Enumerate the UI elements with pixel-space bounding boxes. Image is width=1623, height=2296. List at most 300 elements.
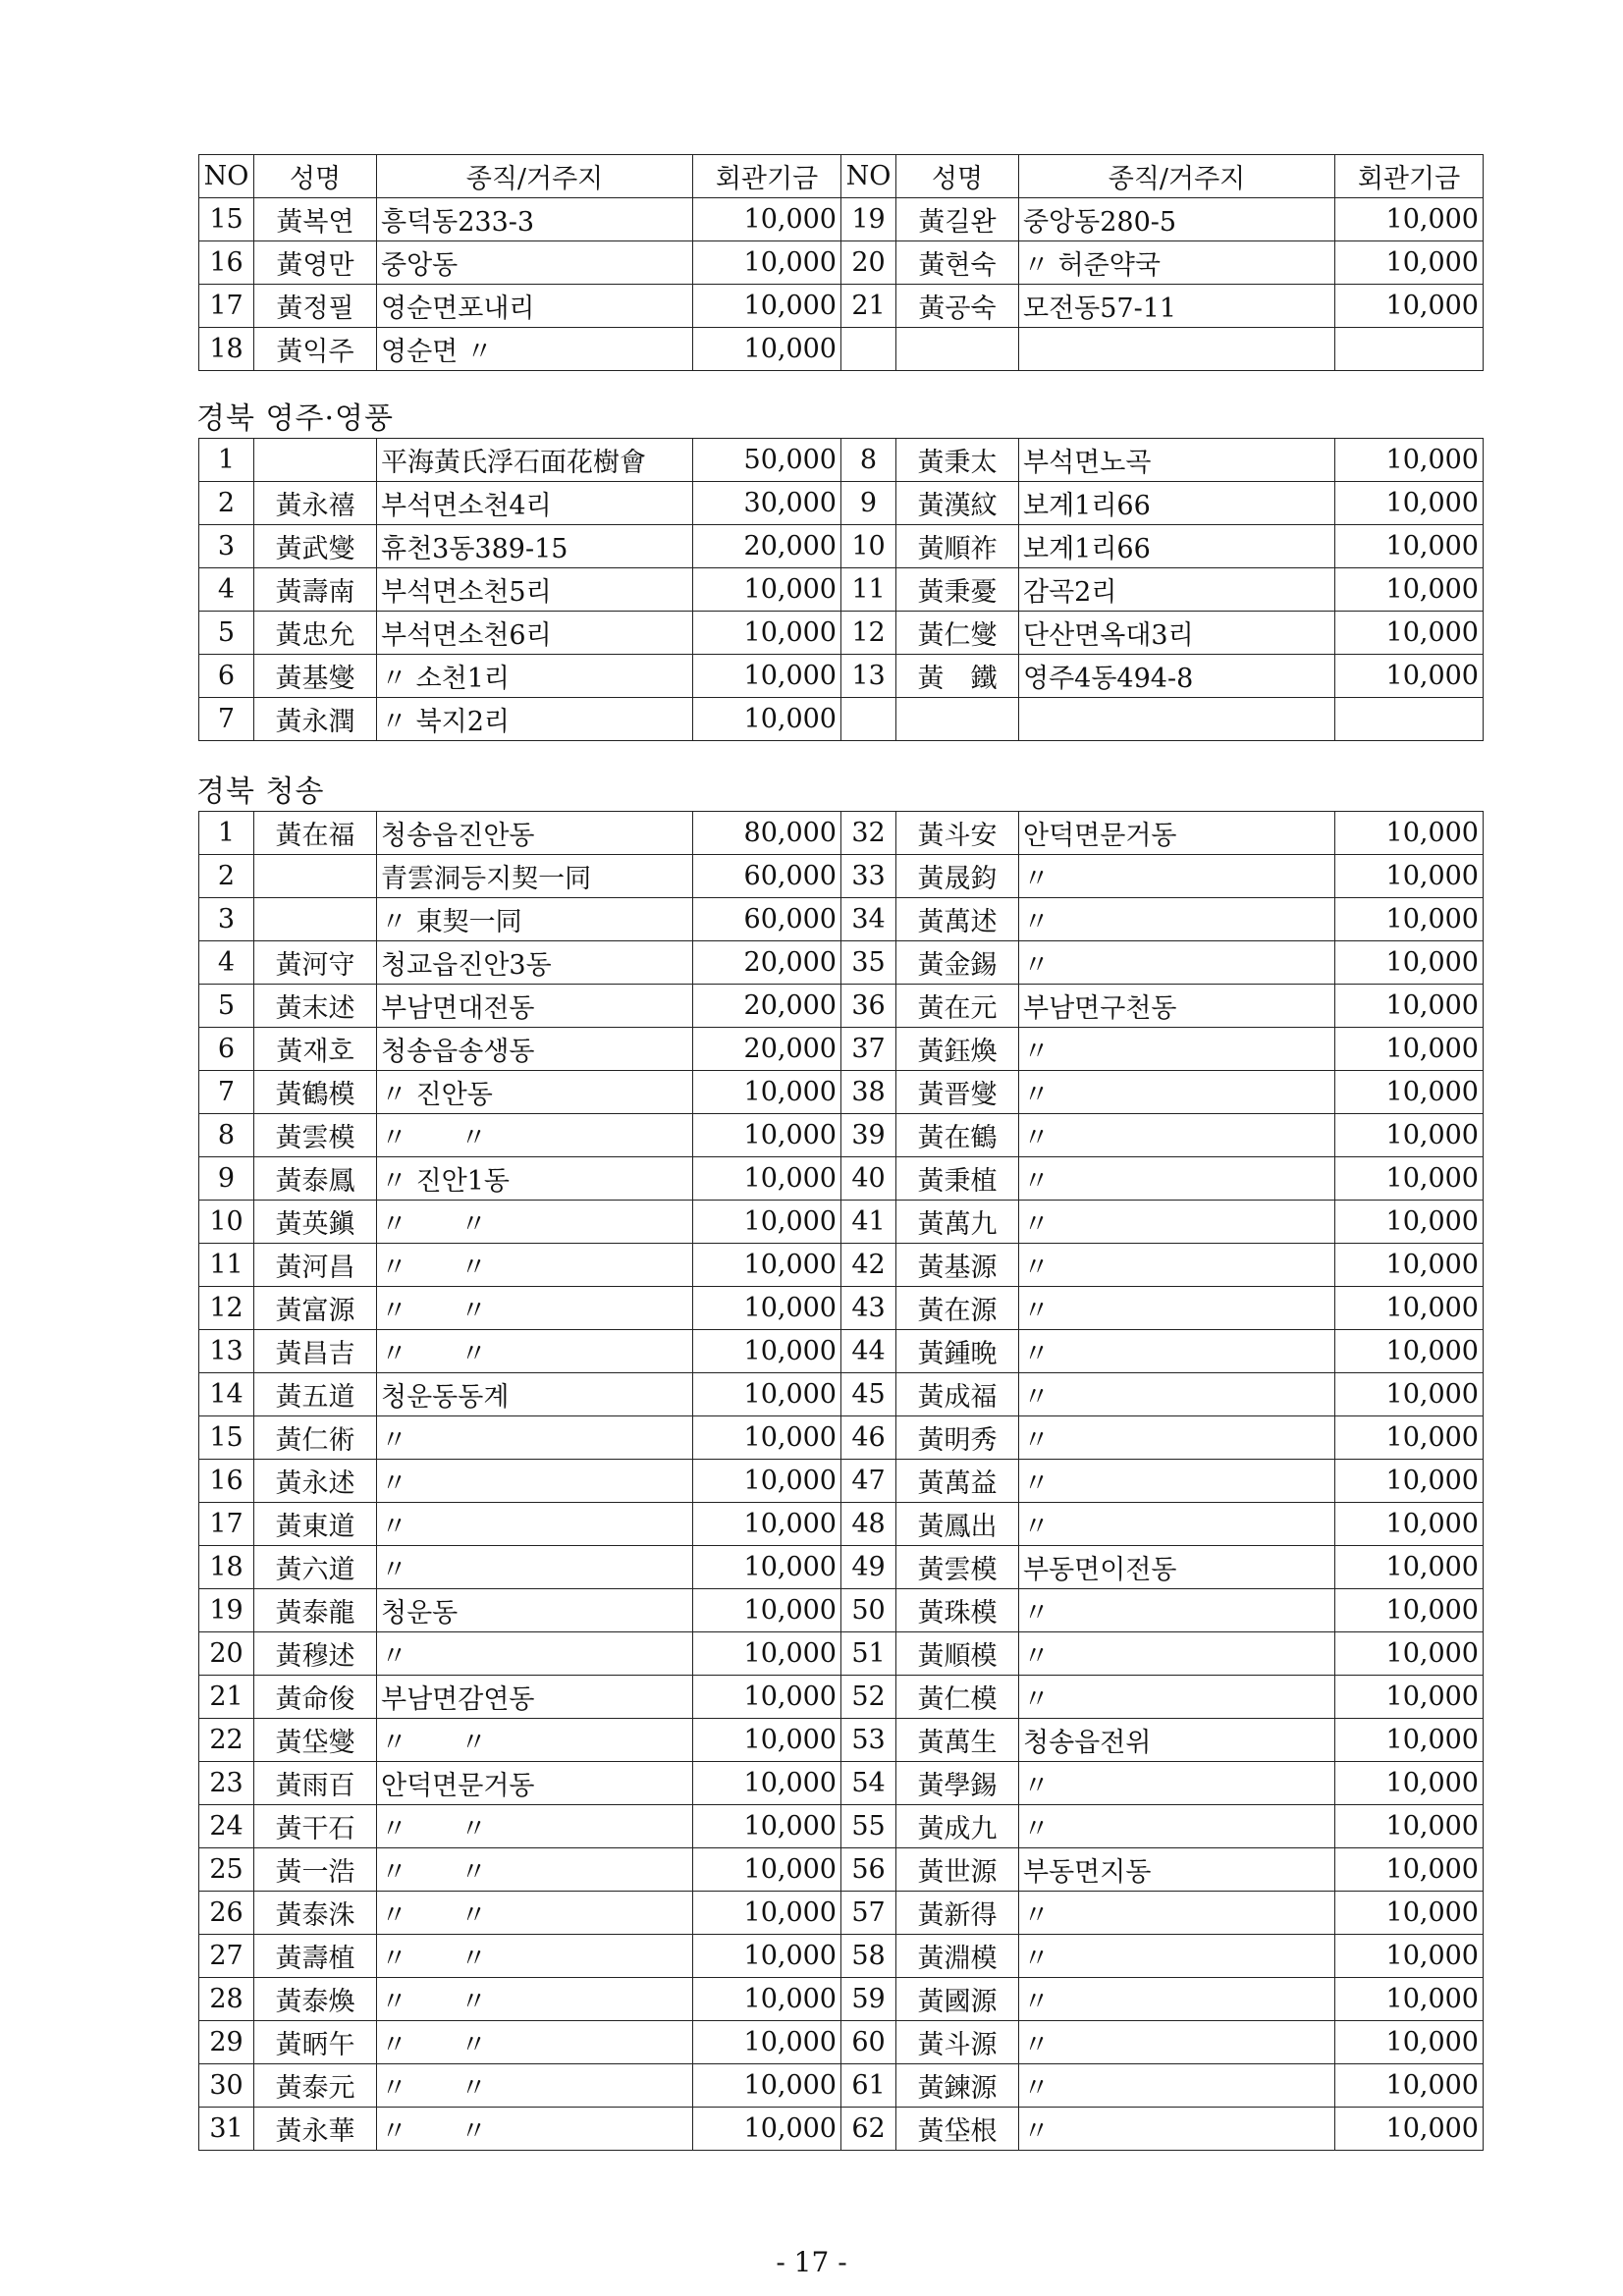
row-number: 58 bbox=[841, 1935, 896, 1978]
donation-amount: 10,000 bbox=[693, 655, 841, 698]
donation-amount: 10,000 bbox=[1335, 1157, 1484, 1201]
table-row bbox=[199, 1762, 1484, 1805]
member-name: 黃在福 bbox=[254, 812, 377, 855]
row-number: 1 bbox=[199, 812, 254, 855]
member-address: 부남면구천동 bbox=[1019, 985, 1335, 1028]
row-number: 37 bbox=[841, 1028, 896, 1071]
donation-amount: 10,000 bbox=[1335, 1503, 1484, 1546]
donation-amount: 20,000 bbox=[693, 985, 841, 1028]
member-address: 〃 bbox=[1019, 941, 1335, 985]
row-number: 23 bbox=[199, 1762, 254, 1805]
member-name: 黃鈺煥 bbox=[896, 1028, 1019, 1071]
donation-amount: 10,000 bbox=[1335, 1373, 1484, 1416]
member-name bbox=[254, 898, 377, 941]
table-row bbox=[199, 1201, 1484, 1244]
donation-amount: 10,000 bbox=[1335, 2064, 1484, 2108]
row-number: 55 bbox=[841, 1805, 896, 1848]
member-name: 黃雲模 bbox=[254, 1114, 377, 1157]
member-address: 〃 bbox=[1019, 1071, 1335, 1114]
donation-amount: 10,000 bbox=[1335, 525, 1484, 568]
row-number: 16 bbox=[199, 241, 254, 285]
row-number: 4 bbox=[199, 568, 254, 612]
member-name: 黃金錫 bbox=[896, 941, 1019, 985]
member-address: 〃 bbox=[1019, 1892, 1335, 1935]
row-number: 54 bbox=[841, 1762, 896, 1805]
member-address: 흥덕동233-3 bbox=[377, 198, 693, 241]
row-number: 15 bbox=[199, 198, 254, 241]
donation-amount bbox=[1335, 698, 1484, 741]
member-address: 청송읍전위 bbox=[1019, 1719, 1335, 1762]
donation-amount: 20,000 bbox=[693, 525, 841, 568]
contributors-table-2 bbox=[198, 438, 1484, 741]
row-number: 32 bbox=[841, 812, 896, 855]
row-number: 11 bbox=[841, 568, 896, 612]
member-address: 〃 bbox=[1019, 1503, 1335, 1546]
member-address: 청송읍송생동 bbox=[377, 1028, 693, 1071]
row-number: 24 bbox=[199, 1805, 254, 1848]
donation-amount: 10,000 bbox=[693, 1546, 841, 1589]
member-name: 黃基源 bbox=[896, 1244, 1019, 1287]
member-name: 黃垈燮 bbox=[254, 1719, 377, 1762]
donation-amount: 10,000 bbox=[1335, 1892, 1484, 1935]
member-address: 〃 bbox=[377, 1632, 693, 1676]
row-number: 60 bbox=[841, 2021, 896, 2064]
table-row bbox=[199, 2021, 1484, 2064]
donation-amount: 10,000 bbox=[693, 1330, 841, 1373]
row-number: 17 bbox=[199, 285, 254, 328]
table-row bbox=[199, 525, 1484, 568]
donation-amount: 10,000 bbox=[1335, 1028, 1484, 1071]
member-name: 黃현숙 bbox=[896, 241, 1019, 285]
row-number: 6 bbox=[199, 1028, 254, 1071]
member-name: 黃基燮 bbox=[254, 655, 377, 698]
member-address: 〃 bbox=[377, 1416, 693, 1460]
row-number: 30 bbox=[199, 2064, 254, 2108]
table-row bbox=[199, 1460, 1484, 1503]
member-address: 青雲洞등지契一同 bbox=[377, 855, 693, 898]
member-name: 黃漢紋 bbox=[896, 482, 1019, 525]
donation-amount: 10,000 bbox=[693, 285, 841, 328]
member-name: 黃干石 bbox=[254, 1805, 377, 1848]
row-number: 42 bbox=[841, 1244, 896, 1287]
row-number: 45 bbox=[841, 1373, 896, 1416]
member-address: 청운동동계 bbox=[377, 1373, 693, 1416]
row-number: 13 bbox=[199, 1330, 254, 1373]
member-address: 〃 bbox=[1019, 855, 1335, 898]
member-name: 黃學錫 bbox=[896, 1762, 1019, 1805]
member-address: 〃 〃 bbox=[377, 1978, 693, 2021]
row-number: 44 bbox=[841, 1330, 896, 1373]
member-address: 〃 〃 bbox=[377, 1287, 693, 1330]
member-name: 黃鳳出 bbox=[896, 1503, 1019, 1546]
row-number: 5 bbox=[199, 612, 254, 655]
row-number: 16 bbox=[199, 1460, 254, 1503]
donation-amount: 60,000 bbox=[693, 898, 841, 941]
member-name: 黃길완 bbox=[896, 198, 1019, 241]
header-addr-left: 종직/거주지 bbox=[377, 155, 693, 198]
donation-amount: 10,000 bbox=[1335, 1978, 1484, 2021]
donation-amount: 10,000 bbox=[693, 1676, 841, 1719]
page-number: - 17 - bbox=[776, 2246, 847, 2278]
member-name: 黃공숙 bbox=[896, 285, 1019, 328]
member-name: 黃萬九 bbox=[896, 1201, 1019, 1244]
member-address: 〃 〃 bbox=[377, 2108, 693, 2151]
donation-amount: 10,000 bbox=[1335, 198, 1484, 241]
row-number: 49 bbox=[841, 1546, 896, 1589]
table-row bbox=[199, 1848, 1484, 1892]
member-name: 黃垈根 bbox=[896, 2108, 1019, 2151]
donation-amount: 10,000 bbox=[1335, 941, 1484, 985]
row-number: 21 bbox=[199, 1676, 254, 1719]
header-amount-left: 회관기금 bbox=[693, 155, 841, 198]
donation-amount: 10,000 bbox=[1335, 1632, 1484, 1676]
donation-amount: 10,000 bbox=[1335, 655, 1484, 698]
table-row bbox=[199, 568, 1484, 612]
member-name bbox=[896, 698, 1019, 741]
member-address: 중앙동 bbox=[377, 241, 693, 285]
table-row bbox=[199, 1676, 1484, 1719]
row-number: 12 bbox=[199, 1287, 254, 1330]
member-name: 黃明秀 bbox=[896, 1416, 1019, 1460]
section-title-cheongsong: 경북 청송 bbox=[196, 774, 325, 809]
member-address: 부동면이전동 bbox=[1019, 1546, 1335, 1589]
row-number: 28 bbox=[199, 1978, 254, 2021]
donation-amount: 10,000 bbox=[693, 2021, 841, 2064]
row-number: 9 bbox=[199, 1157, 254, 1201]
member-name: 黃五道 bbox=[254, 1373, 377, 1416]
member-name: 黃雲模 bbox=[896, 1546, 1019, 1589]
table-row bbox=[199, 1114, 1484, 1157]
contributors-table-3 bbox=[198, 811, 1484, 2151]
member-address: 〃 bbox=[1019, 1287, 1335, 1330]
member-address: 〃 진안동 bbox=[377, 1071, 693, 1114]
member-address bbox=[1019, 328, 1335, 371]
member-name: 黃정필 bbox=[254, 285, 377, 328]
member-name: 黃永述 bbox=[254, 1460, 377, 1503]
donation-amount: 60,000 bbox=[693, 855, 841, 898]
donation-amount: 20,000 bbox=[693, 1028, 841, 1071]
member-name: 黃河守 bbox=[254, 941, 377, 985]
donation-amount: 10,000 bbox=[693, 1719, 841, 1762]
member-address: 부남면감연동 bbox=[377, 1676, 693, 1719]
row-number: 2 bbox=[199, 482, 254, 525]
member-address: 〃 bbox=[377, 1503, 693, 1546]
donation-amount: 10,000 bbox=[1335, 1114, 1484, 1157]
member-address: 안덕면문거동 bbox=[1019, 812, 1335, 855]
member-address: 청송읍진안동 bbox=[377, 812, 693, 855]
member-address: 〃 〃 bbox=[377, 1201, 693, 1244]
member-name bbox=[254, 439, 377, 482]
table-row bbox=[199, 898, 1484, 941]
row-number: 10 bbox=[199, 1201, 254, 1244]
member-address: 부석면소천4리 bbox=[377, 482, 693, 525]
header-no-right: NO bbox=[841, 155, 896, 198]
table-row bbox=[199, 241, 1484, 285]
member-address: 〃 bbox=[1019, 1157, 1335, 1201]
table-row bbox=[199, 1589, 1484, 1632]
table-row bbox=[199, 812, 1484, 855]
donation-amount: 10,000 bbox=[1335, 2108, 1484, 2151]
member-address: 보계1리66 bbox=[1019, 482, 1335, 525]
member-name: 黃 鐵 bbox=[896, 655, 1019, 698]
member-address: 〃 〃 bbox=[377, 2064, 693, 2108]
donation-amount: 10,000 bbox=[693, 568, 841, 612]
donation-amount bbox=[1335, 328, 1484, 371]
member-name: 黃六道 bbox=[254, 1546, 377, 1589]
donation-amount: 10,000 bbox=[1335, 612, 1484, 655]
member-name: 黃英鎭 bbox=[254, 1201, 377, 1244]
donation-amount: 10,000 bbox=[693, 241, 841, 285]
donation-amount: 10,000 bbox=[693, 1416, 841, 1460]
member-address: 〃 소천1리 bbox=[377, 655, 693, 698]
member-name: 黃영만 bbox=[254, 241, 377, 285]
row-number: 36 bbox=[841, 985, 896, 1028]
member-name: 黃晋燮 bbox=[896, 1071, 1019, 1114]
member-name: 黃昞午 bbox=[254, 2021, 377, 2064]
donation-amount: 10,000 bbox=[1335, 482, 1484, 525]
donation-amount: 10,000 bbox=[1335, 1071, 1484, 1114]
member-address: 영순면포내리 bbox=[377, 285, 693, 328]
table-row bbox=[199, 1287, 1484, 1330]
donation-amount: 10,000 bbox=[1335, 1848, 1484, 1892]
member-name: 黃익주 bbox=[254, 328, 377, 371]
row-number: 46 bbox=[841, 1416, 896, 1460]
row-number: 22 bbox=[199, 1719, 254, 1762]
member-name: 黃淵模 bbox=[896, 1935, 1019, 1978]
member-address: 영주4동494-8 bbox=[1019, 655, 1335, 698]
member-name: 黃秉憂 bbox=[896, 568, 1019, 612]
member-name: 黃順祚 bbox=[896, 525, 1019, 568]
donation-amount: 10,000 bbox=[693, 1589, 841, 1632]
donation-amount: 10,000 bbox=[1335, 241, 1484, 285]
member-address: 부남면대전동 bbox=[377, 985, 693, 1028]
row-number: 62 bbox=[841, 2108, 896, 2151]
table-row bbox=[199, 1719, 1484, 1762]
table-row bbox=[199, 612, 1484, 655]
row-number: 8 bbox=[199, 1114, 254, 1157]
row-number: 9 bbox=[841, 482, 896, 525]
row-number: 41 bbox=[841, 1201, 896, 1244]
row-number: 20 bbox=[199, 1632, 254, 1676]
member-name: 黃穆述 bbox=[254, 1632, 377, 1676]
donation-amount: 10,000 bbox=[1335, 568, 1484, 612]
row-number: 25 bbox=[199, 1848, 254, 1892]
donation-amount: 10,000 bbox=[693, 1503, 841, 1546]
member-name: 黃仁燮 bbox=[896, 612, 1019, 655]
member-name: 黃富源 bbox=[254, 1287, 377, 1330]
member-name: 黃壽植 bbox=[254, 1935, 377, 1978]
member-name: 黃斗安 bbox=[896, 812, 1019, 855]
row-number: 4 bbox=[199, 941, 254, 985]
row-number: 19 bbox=[841, 198, 896, 241]
member-address: 〃 bbox=[1019, 1589, 1335, 1632]
donation-amount: 10,000 bbox=[693, 198, 841, 241]
row-number: 7 bbox=[199, 1071, 254, 1114]
member-name bbox=[896, 328, 1019, 371]
member-name: 黃壽南 bbox=[254, 568, 377, 612]
member-address: 〃 〃 bbox=[377, 1330, 693, 1373]
header-amount-right: 회관기금 bbox=[1335, 155, 1484, 198]
member-name: 黃泰元 bbox=[254, 2064, 377, 2108]
member-name: 黃在源 bbox=[896, 1287, 1019, 1330]
member-name: 黃秉植 bbox=[896, 1157, 1019, 1201]
member-name: 黃河昌 bbox=[254, 1244, 377, 1287]
member-address: 〃 bbox=[1019, 1935, 1335, 1978]
donation-amount: 10,000 bbox=[1335, 439, 1484, 482]
donation-amount: 10,000 bbox=[1335, 1546, 1484, 1589]
table-row bbox=[199, 655, 1484, 698]
row-number: 26 bbox=[199, 1892, 254, 1935]
member-address: 〃 bbox=[377, 1546, 693, 1589]
member-name: 黃仁模 bbox=[896, 1676, 1019, 1719]
table-row bbox=[199, 1935, 1484, 1978]
member-address: 〃 bbox=[1019, 1460, 1335, 1503]
table-row bbox=[199, 1330, 1484, 1373]
member-name: 黃永華 bbox=[254, 2108, 377, 2151]
header-name-right: 성명 bbox=[896, 155, 1019, 198]
row-number: 27 bbox=[199, 1935, 254, 1978]
member-name bbox=[254, 855, 377, 898]
member-address: 부석면소천6리 bbox=[377, 612, 693, 655]
member-address: 단산면옥대3리 bbox=[1019, 612, 1335, 655]
member-name: 黃在鶴 bbox=[896, 1114, 1019, 1157]
donation-amount: 10,000 bbox=[1335, 1460, 1484, 1503]
table-row bbox=[199, 941, 1484, 985]
row-number: 15 bbox=[199, 1416, 254, 1460]
row-number: 43 bbox=[841, 1287, 896, 1330]
member-name: 黃武燮 bbox=[254, 525, 377, 568]
row-number: 35 bbox=[841, 941, 896, 985]
member-address: 〃 허준약국 bbox=[1019, 241, 1335, 285]
contributors-table-1 bbox=[198, 154, 1484, 371]
member-address: 부동면지동 bbox=[1019, 1848, 1335, 1892]
row-number: 18 bbox=[199, 328, 254, 371]
donation-amount: 50,000 bbox=[693, 439, 841, 482]
row-number: 3 bbox=[199, 525, 254, 568]
member-address: 〃 〃 bbox=[377, 1805, 693, 1848]
row-number: 6 bbox=[199, 655, 254, 698]
row-number: 17 bbox=[199, 1503, 254, 1546]
member-name: 黃泰龍 bbox=[254, 1589, 377, 1632]
member-name: 黃成福 bbox=[896, 1373, 1019, 1416]
member-address: 〃 東契一同 bbox=[377, 898, 693, 941]
row-number: 61 bbox=[841, 2064, 896, 2108]
member-address: 〃 〃 bbox=[377, 1244, 693, 1287]
table-row bbox=[199, 1157, 1484, 1201]
member-name: 黃雨百 bbox=[254, 1762, 377, 1805]
member-address: 〃 bbox=[1019, 1114, 1335, 1157]
member-name: 黃世源 bbox=[896, 1848, 1019, 1892]
member-name: 黃斗源 bbox=[896, 2021, 1019, 2064]
donation-amount: 10,000 bbox=[693, 1805, 841, 1848]
row-number: 48 bbox=[841, 1503, 896, 1546]
member-address: 〃 진안1동 bbox=[377, 1157, 693, 1201]
donation-amount: 10,000 bbox=[693, 2108, 841, 2151]
table-row bbox=[199, 198, 1484, 241]
member-name: 黃鶴模 bbox=[254, 1071, 377, 1114]
row-number: 5 bbox=[199, 985, 254, 1028]
member-address: 〃 bbox=[1019, 1028, 1335, 1071]
member-name: 黃東道 bbox=[254, 1503, 377, 1546]
member-address: 〃 북지2리 bbox=[377, 698, 693, 741]
row-number: 50 bbox=[841, 1589, 896, 1632]
donation-amount: 10,000 bbox=[693, 1157, 841, 1201]
row-number: 34 bbox=[841, 898, 896, 941]
row-number: 47 bbox=[841, 1460, 896, 1503]
donation-amount: 10,000 bbox=[693, 612, 841, 655]
row-number: 33 bbox=[841, 855, 896, 898]
member-name: 黃忠允 bbox=[254, 612, 377, 655]
member-address: 〃 bbox=[1019, 1373, 1335, 1416]
row-number bbox=[841, 328, 896, 371]
table-row bbox=[199, 1805, 1484, 1848]
member-address: 중앙동280-5 bbox=[1019, 198, 1335, 241]
table-row bbox=[199, 855, 1484, 898]
member-address: 〃 bbox=[1019, 898, 1335, 941]
donation-amount: 10,000 bbox=[693, 1632, 841, 1676]
donation-amount: 10,000 bbox=[1335, 1935, 1484, 1978]
donation-amount: 10,000 bbox=[693, 1114, 841, 1157]
member-name: 黃鍾晩 bbox=[896, 1330, 1019, 1373]
donation-amount: 10,000 bbox=[1335, 285, 1484, 328]
row-number: 11 bbox=[199, 1244, 254, 1287]
member-name: 黃萬益 bbox=[896, 1460, 1019, 1503]
member-address: 〃 bbox=[1019, 1416, 1335, 1460]
member-address: 〃 〃 bbox=[377, 1892, 693, 1935]
member-name: 黃泰鳳 bbox=[254, 1157, 377, 1201]
donation-amount: 10,000 bbox=[1335, 898, 1484, 941]
member-address: 〃 〃 bbox=[377, 1114, 693, 1157]
header-no-left: NO bbox=[199, 155, 254, 198]
row-number: 13 bbox=[841, 655, 896, 698]
member-name: 黃晟鈞 bbox=[896, 855, 1019, 898]
table-row bbox=[199, 1546, 1484, 1589]
row-number: 52 bbox=[841, 1676, 896, 1719]
table-row bbox=[199, 2108, 1484, 2151]
donation-amount: 10,000 bbox=[693, 328, 841, 371]
member-address: 〃 bbox=[1019, 1330, 1335, 1373]
donation-amount: 10,000 bbox=[1335, 1676, 1484, 1719]
donation-amount: 10,000 bbox=[693, 1244, 841, 1287]
member-address: 〃 bbox=[1019, 2021, 1335, 2064]
donation-amount: 10,000 bbox=[693, 2064, 841, 2108]
donation-amount: 10,000 bbox=[1335, 1416, 1484, 1460]
row-number: 29 bbox=[199, 2021, 254, 2064]
member-address: 〃 〃 bbox=[377, 1935, 693, 1978]
row-number: 39 bbox=[841, 1114, 896, 1157]
table-row bbox=[199, 1373, 1484, 1416]
member-address: 〃 bbox=[1019, 1676, 1335, 1719]
table-row bbox=[199, 1028, 1484, 1071]
member-address: 감곡2리 bbox=[1019, 568, 1335, 612]
donation-amount: 10,000 bbox=[693, 1460, 841, 1503]
member-address: 청운동 bbox=[377, 1589, 693, 1632]
donation-amount: 10,000 bbox=[1335, 1719, 1484, 1762]
member-name: 黃昌吉 bbox=[254, 1330, 377, 1373]
member-name: 黃永潤 bbox=[254, 698, 377, 741]
member-address: 〃 bbox=[377, 1460, 693, 1503]
row-number: 19 bbox=[199, 1589, 254, 1632]
donation-amount: 10,000 bbox=[1335, 855, 1484, 898]
donation-amount: 10,000 bbox=[693, 1373, 841, 1416]
donation-amount: 10,000 bbox=[1335, 1762, 1484, 1805]
member-address: 〃 bbox=[1019, 1805, 1335, 1848]
member-name: 黃萬生 bbox=[896, 1719, 1019, 1762]
member-name: 黃一浩 bbox=[254, 1848, 377, 1892]
row-number: 51 bbox=[841, 1632, 896, 1676]
donation-amount: 80,000 bbox=[693, 812, 841, 855]
row-number: 2 bbox=[199, 855, 254, 898]
